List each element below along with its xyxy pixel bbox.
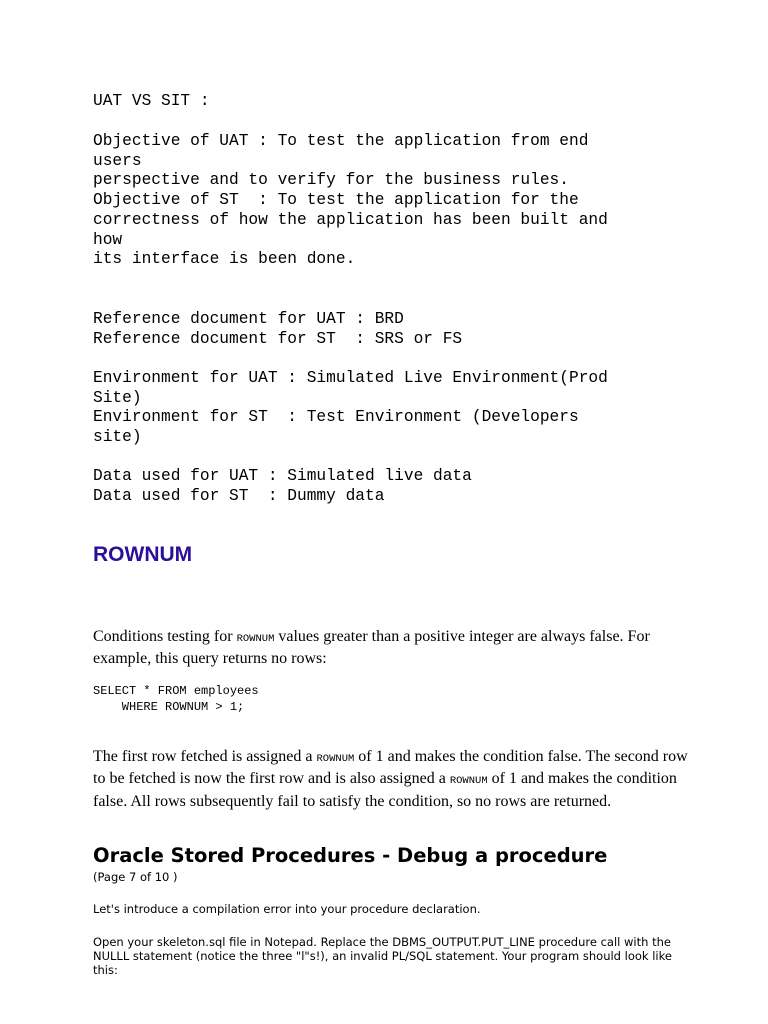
oracle-procedures-heading: Oracle Stored Procedures - Debug a procedure — [93, 844, 608, 867]
para2-text-part-3: of 1 and makes the condition false. All rows subsequently fail to satisfy the condition, so no rows are returned. — [93, 770, 677, 810]
page-info: (Page 7 of 10 ) — [93, 870, 178, 884]
para1-text-start: Conditions testing for — [93, 628, 237, 645]
rownum-paragraph-1 — [93, 627, 693, 670]
rownum-paragraph-2 — [93, 747, 693, 812]
para1-text-end: values greater than a positive integer are always false. For example, this query returns no rows: — [93, 628, 650, 668]
rownum-keyword: ROWNUM — [316, 753, 355, 765]
objectives-block: Objective of UAT : To test the application from end users perspective and to verify for the business rules. Objective of ST : To test the application for the correctness of how the application has been built and how its interface is been done. — [93, 132, 608, 269]
rownum-keyword: ROWNUM — [449, 775, 488, 788]
reference-documents-block: Reference document for UAT : BRD Reference document for ST : SRS or FS — [93, 310, 463, 348]
rownum-heading: ROWNUM — [93, 543, 193, 566]
sql-code-block: SELECT * FROM employees WHERE ROWNUM > 1; — [93, 684, 259, 714]
rownum-keyword: ROWNUM — [236, 633, 275, 645]
para2-text-part-2: of 1 and makes the condition false. The second row to be fetched is now the first row and is also assigned a — [93, 748, 688, 788]
oracle-paragraph-1: Let's introduce a compilation error into your procedure declaration. — [93, 902, 481, 916]
oracle-paragraph-2: Open your skeleton.sql file in Notepad. Replace the DBMS_OUTPUT.PUT_LINE procedure call with the NULLL statement (notice the three "l"s!), an invalid PL/SQL statement. Your program should look like this: — [93, 935, 672, 977]
para2-text-part-1: The first row fetched is assigned a — [93, 748, 317, 765]
data-used-block: Data used for UAT : Simulated live data Data used for ST : Dummy data — [93, 467, 472, 505]
environments-block: Environment for UAT : Simulated Live Environment(Prod Site) Environment for ST : Test Environment (Developers site) — [93, 369, 608, 447]
uat-sit-title: UAT VS SIT : — [93, 92, 210, 110]
